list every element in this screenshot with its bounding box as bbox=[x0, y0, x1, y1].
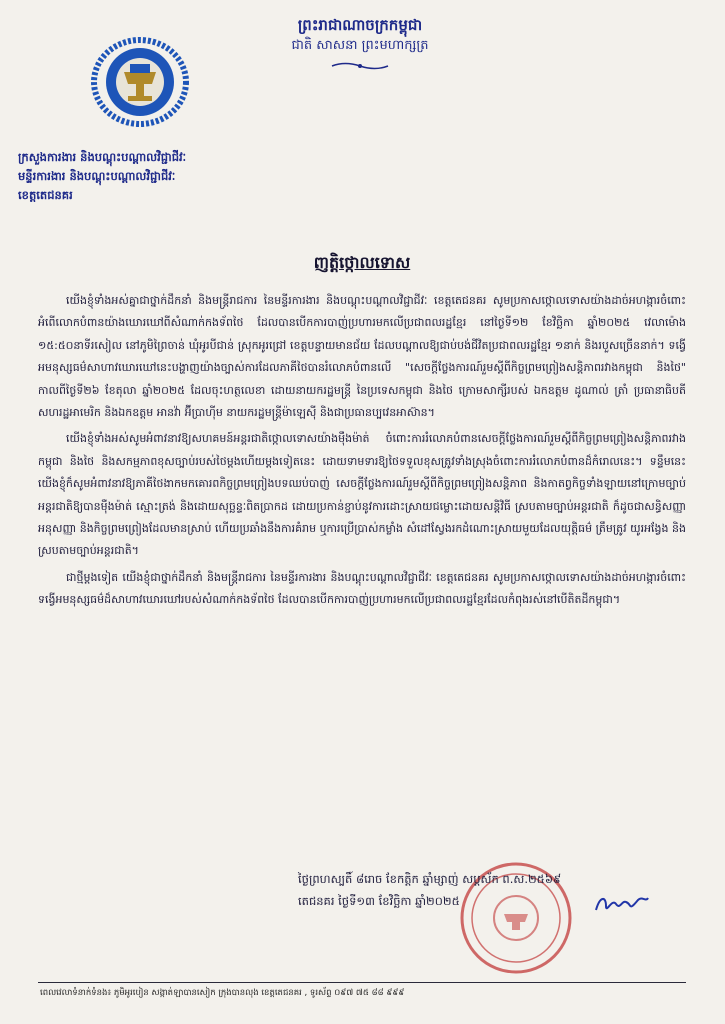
department-name: មន្ទីរការងារ និងបណ្តុះបណ្តាលវិជ្ជាជីវៈ bbox=[18, 169, 176, 183]
signature-icon bbox=[592, 890, 652, 918]
solar-date: តេជនគរ ថ្ងៃទី១៣ ខែវិច្ឆិកា ឆ្នាំ២០២៥ bbox=[298, 894, 460, 908]
kingdom-name: ព្រះរាជាណាចក្រកម្ពុជា bbox=[297, 16, 423, 34]
document-body bbox=[38, 290, 686, 616]
lunar-date: ថ្ងៃព្រហស្បតិ៍ ៨រោច ខែកត្តិក ឆ្នាំម្សាញ់ សប្តស័ក ព.ស.២៥៦៩ bbox=[298, 872, 562, 886]
paragraph-2: យើងខ្ញុំទាំងអស់សូមអំពាវនាវឱ្យសហគមន៍អន្តរជាតិថ្កោលទោសយ៉ាងម៉ឺងម៉ាត់ ចំពោះការរំលោភបំពានសេចក្តីថ្លែងការណ៍រួមស្តីពីកិច្ចព្រមព្រៀងសន្តិភាពរវាងកម្ពុជា និងថៃ និងសកម្មភាពខុសច្បាប់របស់ថៃម្តងហើយម្តងទៀតនេះ ដោយទាមទារឱ្យថៃទទួលខុសត្រូវទាំងស្រុងចំពោះការរំលោភបំពានដ៏កំរោលនេះ។ ទន្ទឹមនេះ យើងខ្ញុំក៏សូមអំពាវនាវឱ្យភាគីថៃងាកមកគោរពកិច្ចព្រមព្រៀងបទឈប់បាញ់ សេចក្តីថ្លែងការណ៍រួមស្តីពីកិច្ចព្រមព្រៀងសន្តិភាព និងកាតព្វកិច្ចទាំងឡាយនៅក្រោមច្បាប់អន្តរជាតិឱ្យបានម៉ឺងម៉ាត់ ស្មោះត្រង់ និងដោយសុច្ឆន្ទៈពិតប្រាកដ ដោយប្រកាន់ខ្ជាប់នូវការដោះស្រាយជម្លោះដោយសន្តិវិធី ស្របតាមច្បាប់អន្តរជាតិ ក៏ដូចជាសន្ធិសញ្ញា អនុសញ្ញា និងកិច្ចព្រមព្រៀងដែលមានស្រាប់ ហើយប្រឆាំងនឹងការគំរាម ឬការប្រើប្រាស់កម្លាំង សំដៅស្វែងរកដំណោះស្រាយមួយដែលយុត្តិធម៌ ត្រឹមត្រូវ យូរអង្វែង និងស្របតាមច្បាប់អន្តរជាតិ។ bbox=[38, 432, 686, 558]
ornament-divider-icon bbox=[330, 61, 390, 71]
ministry-block bbox=[18, 148, 308, 205]
footer-divider bbox=[38, 982, 686, 983]
province-name: ខេត្តតេជនគរ bbox=[18, 188, 73, 202]
footer-contact: ពេលវេលាទំនាក់ទំនង៖ ភូមិអូរបៀន សង្កាត់ឡាបានសៀក ក្រុងបានលុង ខេត្តតេជនគរ , ទូរស័ព្ទ ០៩៧ ៧៥ ៨៨ ៩៩៩ bbox=[40, 988, 405, 998]
kingdom-heading bbox=[260, 14, 460, 75]
paragraph-3: ជាថ្មីម្តងទៀត យើងខ្ញុំជាថ្នាក់ដឹកនាំ និងមន្ត្រីរាជការ នៃមន្ទីរការងារ និងបណ្តុះបណ្តាលវិជ្ជាជីវៈ ខេត្តតេជនគរ សូមប្រកាសថ្កោលទោសយ៉ាងដាច់អហង្ការចំពោះទង្វើអមនុស្សធម៌ដ៏សាហាវឃោរឃៅរបស់សំណាក់កងទ័ពថៃ ដែលបានបើកការបាញ់ប្រហារមកលើប្រជាពលរដ្ឋខ្មែរដែលកំពុងរស់នៅបើតិតដីកម្ពុជា។ bbox=[38, 570, 686, 607]
paragraph-1: យើងខ្ញុំទាំងអស់គ្នាជាថ្នាក់ដឹកនាំ និងមន្ត្រីរាជការ នៃមន្ទីរការងារ និងបណ្តុះបណ្តាលវិជ្ជាជីវៈ ខេត្តតេជនគរ សូមប្រកាសថ្កោលទោសយ៉ាងដាច់អហង្ការចំពោះអំពើលោកបំពានយ៉ាងឃោរឃៅពីសំណាក់កងទ័ពថៃ ដែលបានបើកការបាញ់ប្រហារមកលើប្រជាពលរដ្ឋខ្មែរ នៅថ្ងៃទី១២ ខែវិច្ឆិកា ឆ្នាំ២០២៥ វេលាម៉ោង ១៥:៥០នាទីរសៀល នៅភូមិព្រៃចាន់ ឃុំអូរបីជាន់ ស្រុកអូរជ្រៅ ខេត្តបន្ទាយមានជ័យ ដែលបណ្តាលឱ្យជាប់បង់ជីវិតប្រជាពលរដ្ឋខ្មែរ ១នាក់ និងរបួសច្រើននាក់។ ទង្វើអមនុស្សធម៌សាហាវឃោរឃៅនេះបង្ហាញយ៉ាងច្បាស់ការដែលភាគីថៃបានរំលោភបំពានលើ "សេចក្តីថ្លែងការណ៍រួមស្តីពីកិច្ចព្រមព្រៀងសន្តិភាពរវាងកម្ពុជា និងថៃ" កាលពីថ្ងៃទី២៦ ខែតុលា ឆ្នាំ២០២៥ ដែលចុះហត្ថលេខា ដោយនាយករដ្ឋមន្ត្រី នៃប្រទេសកម្ពុជា និងថៃ ក្រោមសាក្សីរបស់ ឯកឧត្តម ដូណាល់ ត្រាំ ប្រធានាធិបតីសហរដ្ឋអាមេរិក និងឯកឧត្តម អានវ៉ា អ៊ីប្រាហ៊ីម នាយករដ្ឋមន្ត្រីម៉ាឡេស៊ី និងជាប្រធានប្បវេនអាស៊ាន។ bbox=[38, 294, 686, 420]
ministry-name: ក្រសួងការងារ និងបណ្តុះបណ្តាលវិជ្ជាជីវៈ bbox=[18, 150, 187, 164]
document-title: ញត្តិថ្កោលទោស bbox=[313, 253, 411, 272]
ministry-logo-icon bbox=[80, 28, 200, 138]
national-motto: ជាតិ សាសនា ព្រះមហាក្សត្រ bbox=[291, 38, 429, 53]
